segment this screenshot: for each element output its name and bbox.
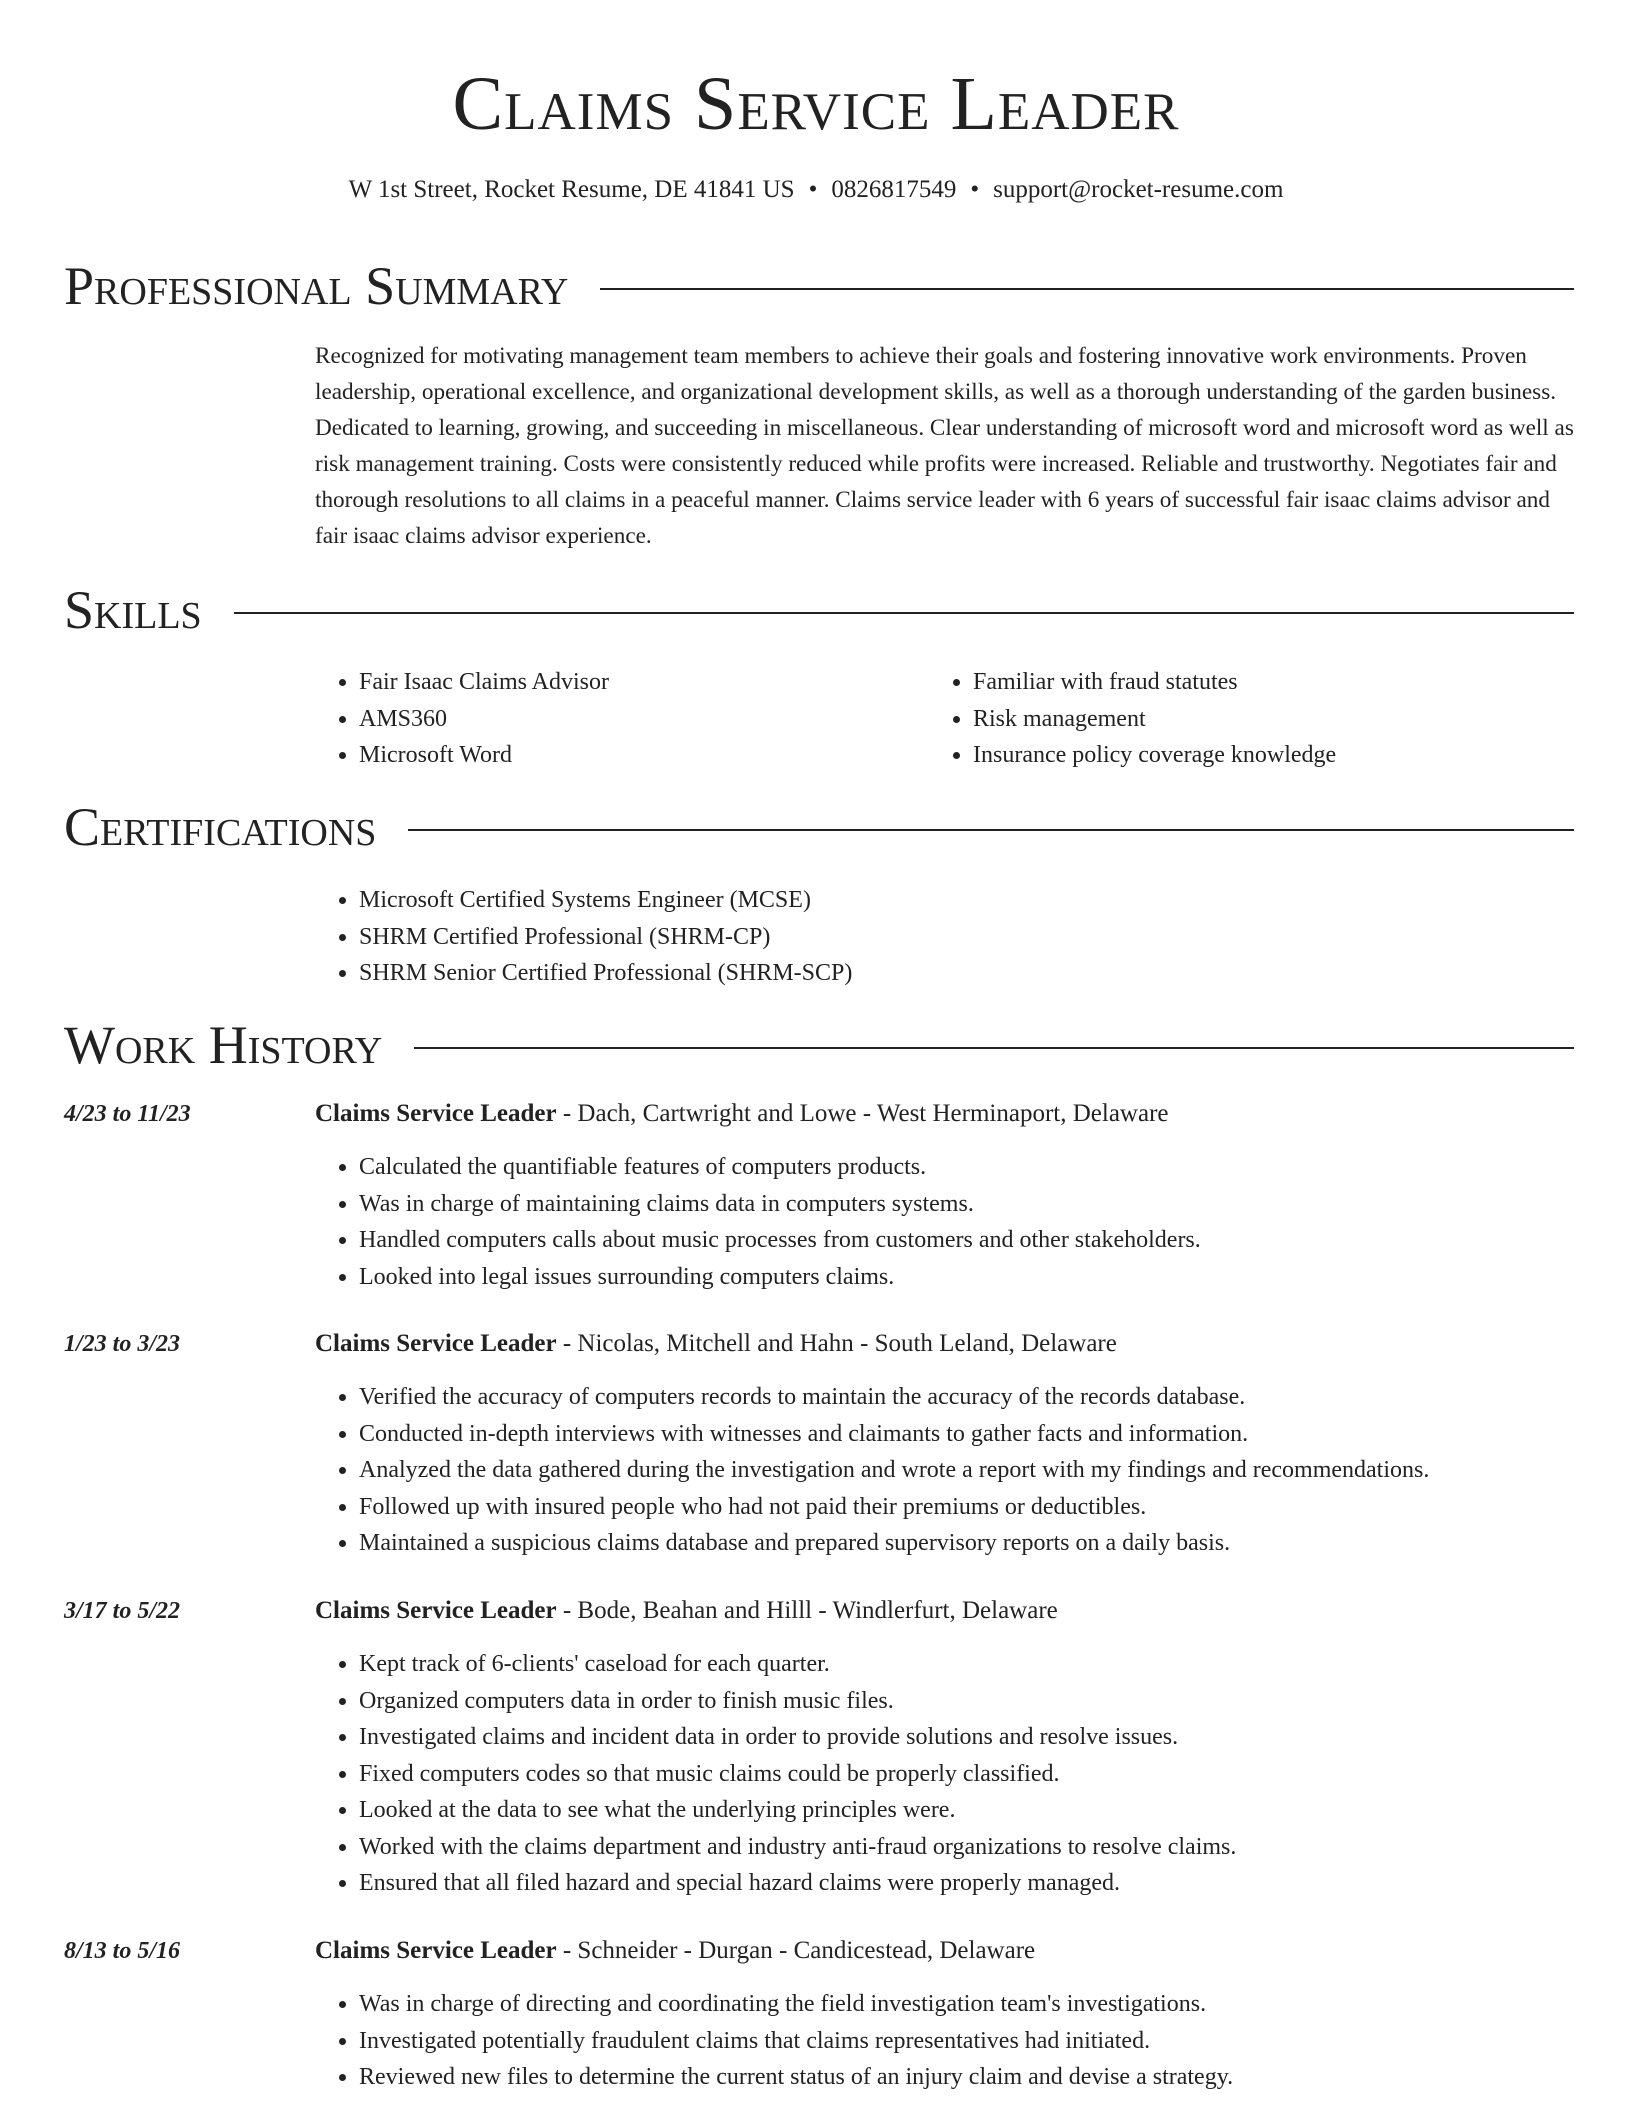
job-role: Claims Service Leader <box>315 1330 557 1357</box>
job-bullet: • Investigated potentially fraudulent claims that claims representatives had initiated. <box>359 2023 1619 2060</box>
summary-text: Recognized for motivating management team members to achieve their goals and fostering innovative work environments. Proven leadership, operational excellence, and organizational development skills, as well as a thorough understanding of the garden business. Dedicated to learning, growing, and succeeding in miscellaneous. Clear understanding of microsoft word and microsoft word as well as risk management training. Costs were consistently reduced while profits were increased. Reliable and trustworthy. Negotiates fair and thorough resolutions to all claims in a peaceful manner. Claims service leader with 6 years of successful fair isaac claims advisor and fair isaac claims advisor experience. <box>315 343 1574 549</box>
section-divider <box>414 1047 1574 1049</box>
section-divider <box>234 612 1574 614</box>
job-bullet: • Analyzed the data gathered during the investigation and wrote a report with my findings and recommendations. <box>359 1452 1619 1489</box>
skill-item: • Fair Isaac Claims Advisor <box>359 664 915 701</box>
section-divider <box>600 288 1574 290</box>
summary-title: Professional Summary <box>64 256 569 316</box>
skills-section-header <box>64 578 1574 642</box>
job-bullet: • Handled computers calls about music processes from customers and other stakeholders. <box>359 1222 1619 1259</box>
job-dates: 8/13 to 5/16 <box>64 1938 181 1964</box>
job-bullet: • Maintained a suspicious claims database and prepared supervisory reports on a daily basis. <box>359 1525 1619 1562</box>
job-bullet: • Ensured that all filed hazard and special hazard claims were properly managed. <box>359 1865 1619 1902</box>
job-bullet: • Organized computers data in order to finish music files. <box>359 1683 1619 1720</box>
contact-email: support@rocket-resume.com <box>993 176 1284 203</box>
job-bullet: • Fixed computers codes so that music claims could be properly classified. <box>359 1756 1619 1793</box>
certification-item: • SHRM Certified Professional (SHRM-CP) <box>359 919 1415 956</box>
work-section-header <box>64 1013 1574 1077</box>
contact-phone: 0826817549 <box>831 176 957 203</box>
job-bullet: • Looked into legal issues surrounding computers claims. <box>359 1259 1619 1296</box>
job-role: Claims Service Leader <box>315 1937 557 1964</box>
contact-line <box>0 174 1632 206</box>
skill-item: • AMS360 <box>359 701 915 738</box>
job-bullet: • Was in charge of directing and coordinating the field investigation team's investigations. <box>359 1986 1619 2023</box>
job-dates: 1/23 to 3/23 <box>64 1331 181 1357</box>
job-bullet: • Worked with the claims department and industry anti-fraud organizations to resolve claims. <box>359 1829 1619 1866</box>
skill-item: • Familiar with fraud statutes <box>973 664 1569 701</box>
job-employer: - Dach, Cartwright and Lowe - West Herminaport, Delaware <box>556 1100 1169 1127</box>
job-employer: - Bode, Beahan and Hilll - Windlerfurt, Delaware <box>556 1597 1058 1624</box>
job-bullet: • Calculated the quantifiable features of computers products. <box>359 1149 1619 1186</box>
certifications-list <box>315 882 1415 992</box>
job-bullet: • Was in charge of maintaining claims data in computers systems. <box>359 1186 1619 1223</box>
skill-item: • Risk management <box>973 701 1569 738</box>
section-divider <box>408 829 1574 831</box>
work-title: Work History <box>64 1015 383 1075</box>
skills-column-left <box>315 664 915 774</box>
skills-column-right <box>929 664 1569 774</box>
job-headline <box>315 1594 1058 1628</box>
job-bullet: • Looked at the data to see what the underlying principles were. <box>359 1792 1619 1829</box>
job-role: Claims Service Leader <box>315 1597 557 1624</box>
job-bullet: • Reviewed new files to determine the current status of an injury claim and devise a strategy. <box>359 2059 1619 2096</box>
contact-address: W 1st Street, Rocket Resume, DE 41841 US <box>348 176 795 203</box>
job-headline <box>315 1327 1117 1361</box>
certifications-section-header <box>64 795 1574 859</box>
contact-separator: • <box>808 176 818 203</box>
resume-name: Claims Service Leader <box>452 62 1180 146</box>
certification-item: • SHRM Senior Certified Professional (SHRM-SCP) <box>359 955 1415 992</box>
job-employer: - Nicolas, Mitchell and Hahn - South Leland, Delaware <box>556 1330 1117 1357</box>
certifications-title: Certifications <box>64 797 377 857</box>
skill-item: • Insurance policy coverage knowledge <box>973 737 1569 774</box>
skills-title: Skills <box>64 580 202 640</box>
contact-separator: • <box>970 176 980 203</box>
skill-item: • Microsoft Word <box>359 737 915 774</box>
job-bullet: • Kept track of 6-clients' caseload for each quarter. <box>359 1646 1619 1683</box>
job-headline <box>315 1934 1035 1968</box>
job-bullet: • Followed up with insured people who had not paid their premiums or deductibles. <box>359 1489 1619 1526</box>
job-headline <box>315 1097 1169 1131</box>
summary-section-header <box>64 254 1574 318</box>
job-role: Claims Service Leader <box>315 1100 557 1127</box>
job-bullet: • Verified the accuracy of computers records to maintain the accuracy of the records database. <box>359 1379 1619 1416</box>
job-dates: 4/23 to 11/23 <box>64 1101 191 1127</box>
certification-item: • Microsoft Certified Systems Engineer (MCSE) <box>359 882 1415 919</box>
job-bullet: • Conducted in-depth interviews with witnesses and claimants to gather facts and information. <box>359 1416 1619 1453</box>
job-bullet: • Investigated claims and incident data in order to provide solutions and resolve issues. <box>359 1719 1619 1756</box>
job-employer: - Schneider - Durgan - Candicestead, Delaware <box>556 1937 1036 1964</box>
job-dates: 3/17 to 5/22 <box>64 1598 181 1624</box>
